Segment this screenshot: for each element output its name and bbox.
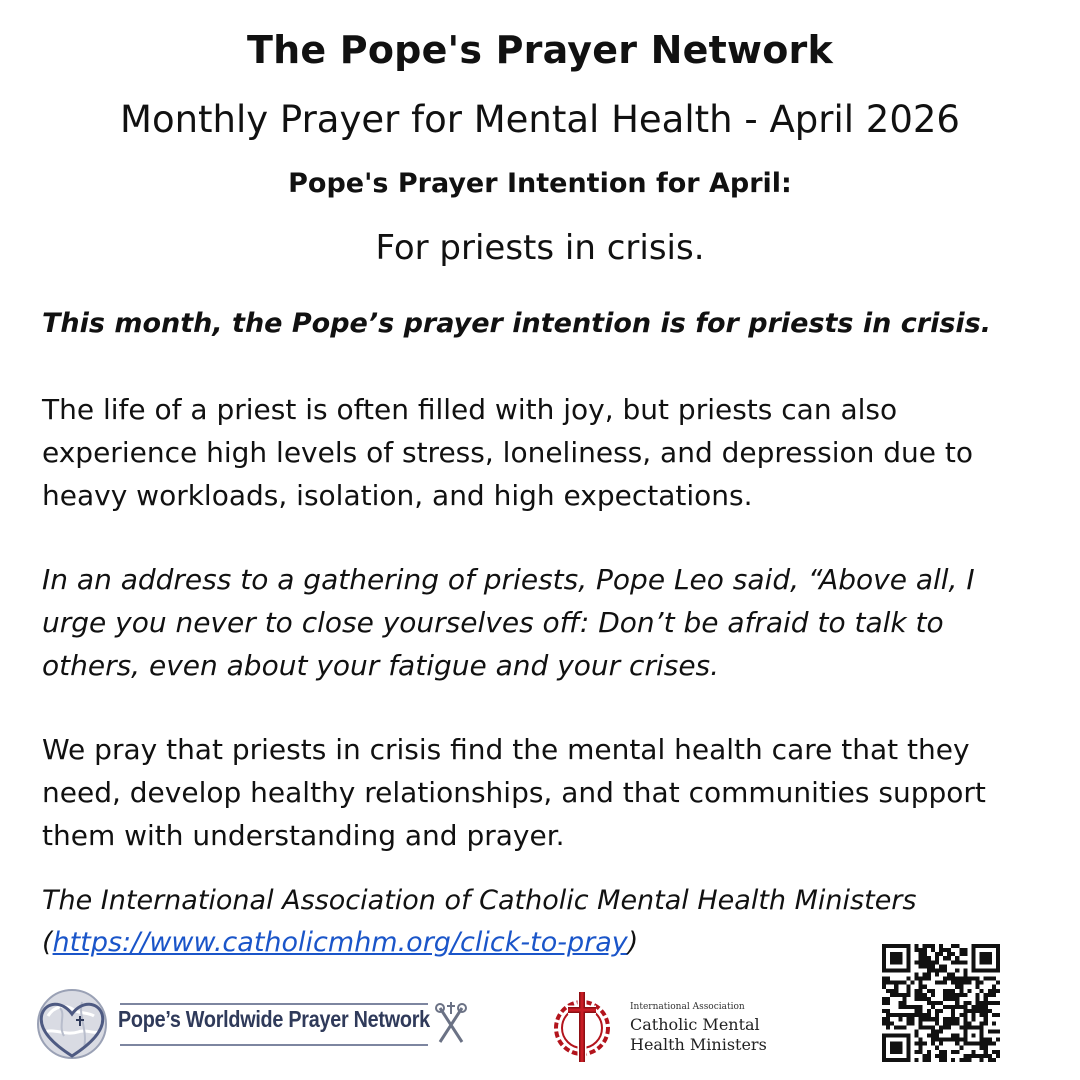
paren-close: ) — [627, 927, 639, 958]
globe-heart-icon — [38, 990, 106, 1058]
paren-open: ( — [42, 927, 53, 958]
iacmhm-line2: Health Ministers — [630, 1035, 767, 1054]
click-to-pray-link[interactable]: https://www.catholicmhm.org/click-to-pray — [52, 927, 628, 958]
pwpn-rule-top — [120, 1003, 428, 1005]
lead-sentence: This month, the Pope’s prayer intention is for priests in crisis. — [42, 308, 992, 339]
paragraph-pope-quote: In an address to a gathering of priests, Pope Leo said, “Above all, I urge you never to close yourselves off: Don’t be afraid to talk to others, even about your fatigue and your crises. — [42, 563, 975, 682]
qr-code-icon[interactable] — [882, 944, 1000, 1062]
attribution-org: The International Association of Catholic Mental Health Ministers — [42, 885, 917, 916]
intention-text: For priests in crisis. — [375, 228, 705, 268]
iacmhm-line1: Catholic Mental — [630, 1015, 760, 1034]
page-subtitle: Monthly Prayer for Mental Health - April 2026 — [120, 98, 960, 141]
pwpn-logo-text: Pope’s Worldwide Prayer Network — [118, 1006, 430, 1032]
paragraph-prayer: We pray that priests in crisis find the mental health care that they need, develop healthy relationships, and that communities support them with understanding and prayer. — [42, 733, 986, 852]
page-title: The Pope's Prayer Network — [247, 28, 833, 72]
intention-label: Pope's Prayer Intention for April: — [288, 168, 792, 199]
crown-of-thorns-cross-icon — [542, 986, 622, 1066]
paragraph-priest-life: The life of a priest is often filled with joy, but priests can also experience high levels of stress, loneliness, and depression due to heavy workloads, isolation, and high expectations. — [42, 393, 974, 512]
papal-keys-icon — [436, 1002, 466, 1042]
iacmhm-small-text: International Association — [630, 1002, 745, 1012]
pwpn-rule-bottom — [120, 1044, 428, 1046]
